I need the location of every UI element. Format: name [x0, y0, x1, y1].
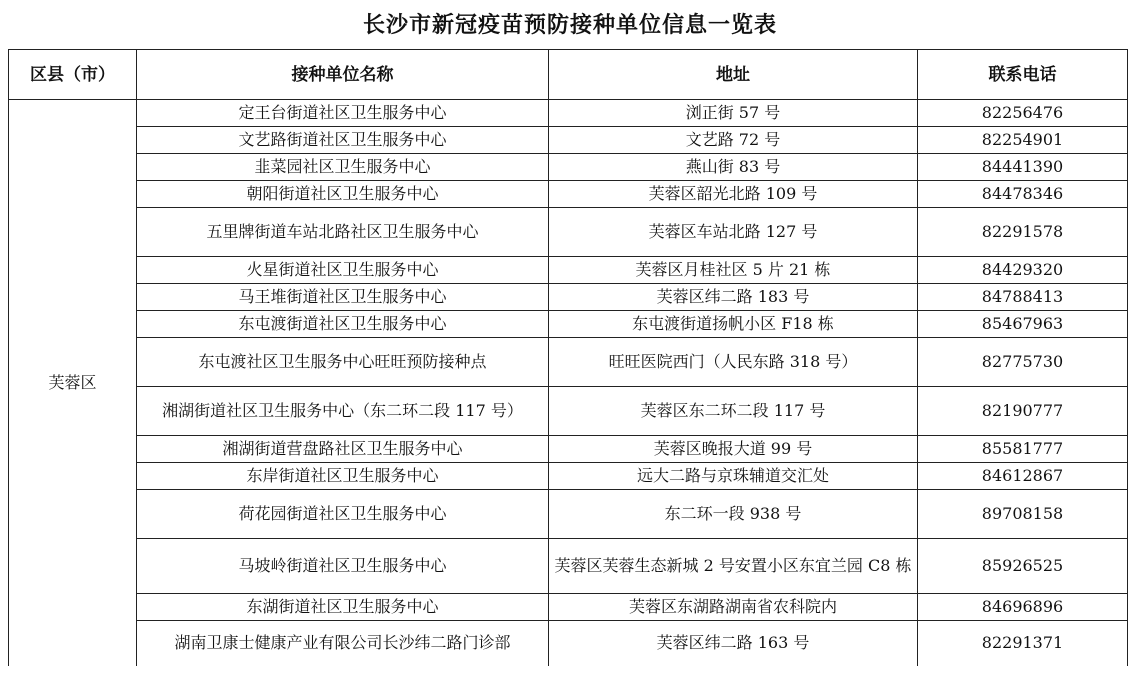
table-row	[9, 284, 1128, 311]
unit-name-cell: 韭菜园社区卫生服务中心	[137, 154, 549, 181]
unit-name-cell: 湘湖街道社区卫生服务中心（东二环二段 117 号）	[137, 387, 549, 436]
unit-name-cell: 湖南卫康士健康产业有限公司长沙纬二路门诊部	[137, 621, 549, 666]
table-row	[9, 127, 1128, 154]
phone-cell: 84478346	[918, 181, 1128, 208]
address-cell: 芙蓉区月桂社区 5 片 21 栋	[549, 257, 918, 284]
phone-cell: 82291371	[918, 621, 1128, 666]
phone-cell: 89708158	[918, 490, 1128, 539]
unit-name-cell: 火星街道社区卫生服务中心	[137, 257, 549, 284]
phone-cell: 84788413	[918, 284, 1128, 311]
unit-name-cell: 五里牌街道车站北路社区卫生服务中心	[137, 208, 549, 257]
address-cell: 旺旺医院西门（人民东路 318 号）	[549, 338, 918, 387]
address-cell: 东二环一段 938 号	[549, 490, 918, 539]
phone-cell: 82190777	[918, 387, 1128, 436]
table-header-row	[9, 50, 1128, 100]
table-row	[9, 154, 1128, 181]
phone-cell: 85581777	[918, 436, 1128, 463]
table-row	[9, 621, 1128, 666]
unit-name-cell: 马坡岭街道社区卫生服务中心	[137, 539, 549, 594]
unit-name-cell: 东屯渡社区卫生服务中心旺旺预防接种点	[137, 338, 549, 387]
table-row	[9, 387, 1128, 436]
address-cell: 东屯渡街道扬帆小区 F18 栋	[549, 311, 918, 338]
page-title: 长沙市新冠疫苗预防接种单位信息一览表	[362, 12, 777, 38]
table-row	[9, 100, 1128, 127]
unit-name-cell: 文艺路街道社区卫生服务中心	[137, 127, 549, 154]
address-cell: 文艺路 72 号	[549, 127, 918, 154]
header-unit: 接种单位名称	[137, 50, 549, 100]
table-row	[9, 311, 1128, 338]
address-cell: 芙蓉区车站北路 127 号	[549, 208, 918, 257]
address-cell: 芙蓉区芙蓉生态新城 2 号安置小区东宜兰园 C8 栋	[549, 539, 918, 594]
address-cell: 芙蓉区韶光北路 109 号	[549, 181, 918, 208]
table-row	[9, 490, 1128, 539]
unit-name-cell: 湘湖街道营盘路社区卫生服务中心	[137, 436, 549, 463]
phone-cell: 82254901	[918, 127, 1128, 154]
table-row	[9, 539, 1128, 594]
phone-cell: 82256476	[918, 100, 1128, 127]
header-address: 地址	[549, 50, 918, 100]
table-row	[9, 208, 1128, 257]
header-phone: 联系电话	[918, 50, 1128, 100]
table-row	[9, 436, 1128, 463]
phone-cell: 85926525	[918, 539, 1128, 594]
address-cell: 芙蓉区纬二路 163 号	[549, 621, 918, 666]
header-district: 区县（市）	[9, 50, 137, 100]
phone-cell: 84429320	[918, 257, 1128, 284]
unit-name-cell: 荷花园街道社区卫生服务中心	[137, 490, 549, 539]
unit-name-cell: 定王台街道社区卫生服务中心	[137, 100, 549, 127]
table-row	[9, 338, 1128, 387]
address-cell: 芙蓉区纬二路 183 号	[549, 284, 918, 311]
phone-cell: 84696896	[918, 594, 1128, 621]
table-row	[9, 257, 1128, 284]
phone-cell: 84612867	[918, 463, 1128, 490]
phone-cell: 84441390	[918, 154, 1128, 181]
unit-name-cell: 朝阳街道社区卫生服务中心	[137, 181, 549, 208]
address-cell: 燕山街 83 号	[549, 154, 918, 181]
district-cell: 芙蓉区	[9, 100, 137, 666]
address-cell: 远大二路与京珠辅道交汇处	[549, 463, 918, 490]
unit-name-cell: 东岸街道社区卫生服务中心	[137, 463, 549, 490]
address-cell: 芙蓉区晚报大道 99 号	[549, 436, 918, 463]
phone-cell: 82775730	[918, 338, 1128, 387]
address-cell: 芙蓉区东二环二段 117 号	[549, 387, 918, 436]
unit-name-cell: 东屯渡街道社区卫生服务中心	[137, 311, 549, 338]
phone-cell: 85467963	[918, 311, 1128, 338]
table-body	[9, 100, 1128, 666]
address-cell: 浏正街 57 号	[549, 100, 918, 127]
address-cell: 芙蓉区东湖路湖南省农科院内	[549, 594, 918, 621]
table-row	[9, 463, 1128, 490]
unit-name-cell: 马王堆街道社区卫生服务中心	[137, 284, 549, 311]
table-row	[9, 594, 1128, 621]
vaccination-sites-table	[8, 49, 1128, 666]
phone-cell: 82291578	[918, 208, 1128, 257]
table-row	[9, 181, 1128, 208]
unit-name-cell: 东湖街道社区卫生服务中心	[137, 594, 549, 621]
